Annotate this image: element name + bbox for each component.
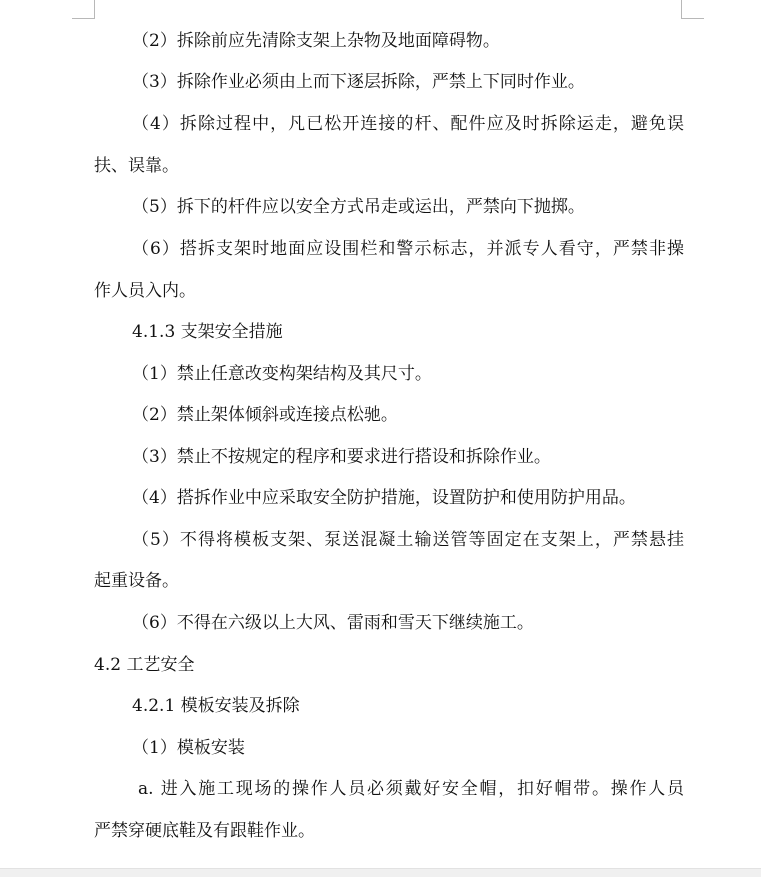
page-corner-mark-right [681,0,704,19]
paragraph-line: （4）拆除过程中，凡已松开连接的杆、配件应及时拆除运走，避免误 [132,114,684,134]
paragraph-line: （3）拆除作业必须由上而下逐层拆除，严禁上下同时作业。 [132,72,585,92]
subsection-heading: 4.2.1 模板安装及拆除 [132,696,300,716]
paragraph-line: （5）拆下的杆件应以安全方式吊走或运出，严禁向下抛掷。 [132,197,585,217]
paragraph-line: （3）禁止不按规定的程序和要求进行搭设和拆除作业。 [132,447,551,467]
paragraph-line: （2）禁止架体倾斜或连接点松驰。 [132,405,398,425]
paragraph-line: （6）不得在六级以上大风、雷雨和雪天下继续施工。 [132,613,534,633]
paragraph-line: （2）拆除前应先清除支架上杂物及地面障碍物。 [132,31,500,51]
paragraph-line: （1）禁止任意改变构架结构及其尺寸。 [132,364,432,384]
paragraph-line: 严禁穿硬底鞋及有跟鞋作业。 [94,821,315,841]
paragraph-line: 作人员入内。 [94,281,196,301]
paragraph-line: 起重设备。 [94,571,179,591]
paragraph-line: （5）不得将模板支架、泵送混凝土输送管等固定在支架上，严禁悬挂 [132,530,684,550]
paragraph-line: （6）搭拆支架时地面应设围栏和警示标志，并派专人看守，严禁非操 [132,239,684,259]
paragraph-line: （4）搭拆作业中应采取安全防护措施，设置防护和使用防护用品。 [132,488,636,508]
paragraph-line: a. 进入施工现场的操作人员必须戴好安全帽，扣好帽带。操作人员 [138,779,684,799]
page-corner-mark-left [72,0,95,19]
paragraph-line: 扶、误靠。 [94,156,179,176]
paragraph-line: （1）模板安装 [132,738,245,758]
section-heading: 4.1.3 支架安全措施 [132,322,283,342]
section-heading: 4.2 工艺安全 [94,655,195,675]
